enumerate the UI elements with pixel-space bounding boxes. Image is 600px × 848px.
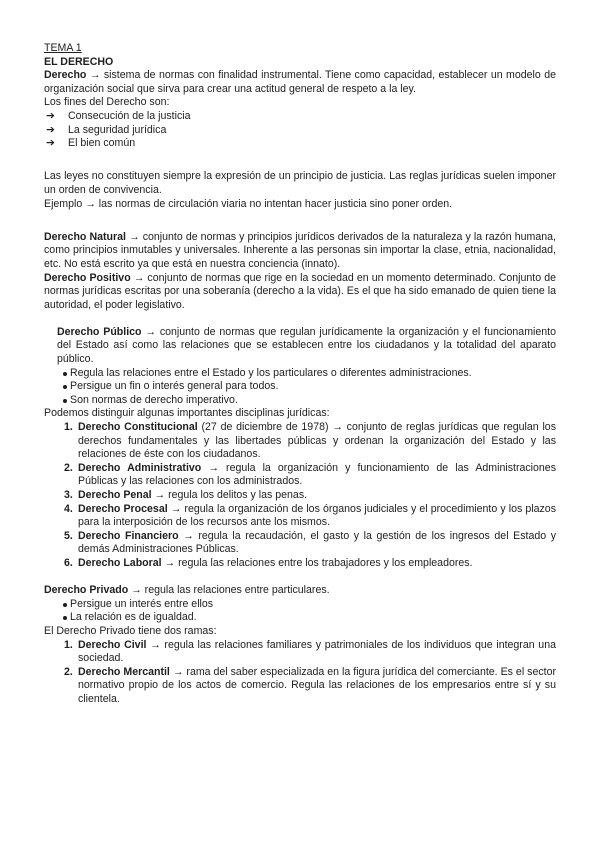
disciplinas-list [44,421,556,571]
list-item: ➔ El bien común [46,137,136,150]
list-item: 2. Derecho Mercantil → rama del saber especializada en la figura jurídica del comerciante. Es el sector normativo propio de los actos de comercio. Regula las relaciones de los empresarios entre sí y su clientela. [64,665,556,705]
list-item: 1. Derecho Civil → regula las relaciones familiares y patrimoniales de los individuos que integran una sociedad. [64,638,556,665]
derecho-privado-paragraph: Derecho Privado → regula las relaciones entre particulares. [44,584,330,597]
publico-bullets [44,367,556,408]
derecho-positivo-paragraph: Derecho Positivo → conjunto de normas que rige en la sociedad en un momento determinado. Conjunto de normas jurídicas escritas por una soberanía (derecho a la vida). Es el que ha sido emanado de quien tiene la autoridad, el poder legislativo. [44,271,556,311]
ramas-intro: El Derecho Privado tiene dos ramas: [44,624,217,637]
ramas-list [44,639,556,707]
list-item: 1. Derecho Constitucional (27 de diciembre de 1978) → conjunto de reglas jurídicas que regulan los derechos fundamentales y las libertades públicas y ordenan la organización del Estado y las relaciones de éste con los ciudadanos. [64,421,556,461]
privado-bullets [44,598,556,625]
arrow-icon: ➔ [46,109,55,122]
list-item: 2. Derecho Administrativo → regula la organización y funcionamiento de las Administraciones Públicas y las relaciones con los administrados. [64,461,556,488]
ejemplo-paragraph: Ejemplo → las normas de circulación viaria no intentan hacer justicia sino poner orden. [44,197,453,210]
list-item: Persigue un interés entre ellos [63,598,556,612]
leyes-paragraph: Las leyes no constituyen siempre la expresión de un principio de justicia. Las reglas jurídicas suelen imponer un orden de convivencia. [44,170,556,196]
disciplinas-intro: Podemos distinguir algunas importantes disciplinas jurídicas: [44,407,330,420]
arrow-icon: ➔ [46,123,55,136]
list-item: Regula las relaciones entre el Estado y los particulares o diferentes administraciones. [63,367,556,381]
tema-heading: TEMA 1 [44,42,82,54]
derecho-publico-paragraph: Derecho Público → conjunto de normas que regulan jurídicamente la organización y el funcionamiento del Estado así como las relaciones que se establecen entre los ciudadanos y la totalidad del aparato público. [57,325,556,366]
list-item: ➔ La seguridad jurídica [46,123,167,136]
list-item: Son normas de derecho imperativo. [63,394,556,408]
list-item: Persigue un fin o interés general para todos. [63,380,556,394]
document-title: EL DERECHO [44,55,114,68]
fines-list [44,110,556,151]
derecho-publico-section [44,326,556,367]
derecho-definition: Derecho → sistema de normas con finalidad instrumental. Tiene como capacidad, establecer un modelo de organización social que sirva para crear una actitud general de respeto a la ley. [44,69,556,95]
list-item: 4. Derecho Procesal → regula la organización de los órganos judiciales y el procedimiento y los plazos para la interposición de los recursos ante los mismos. [64,502,556,529]
list-item: 5. Derecho Financiero → regula la recaudación, el gasto y la gestión de los ingresos del Estado y demás Administraciones Públicas. [64,529,557,556]
list-item: ➔ Consecución de la justicia [46,109,191,122]
derecho-natural-paragraph: Derecho Natural → conjunto de normas y principios jurídicos derivados de la naturaleza y la razón humana, como principios inmutables y universales. Inherente a las personas sin importar la clase, etnia, nacionalidad, etc. No está escrito ya que está en nuestra conciencia (innato). [44,230,556,270]
derecho-term: Derecho [44,69,87,82]
list-item: La relación es de igualdad. [63,611,556,625]
list-item: 6. Derecho Laboral → regula las relaciones entre los trabajadores y los empleadores. [64,556,473,569]
arrow-icon: ➔ [46,137,55,150]
document-page [44,42,556,707]
list-item: 3. Derecho Penal → regula los delitos y las penas. [64,489,308,501]
fines-intro: Los fines del Derecho son: [44,96,170,109]
